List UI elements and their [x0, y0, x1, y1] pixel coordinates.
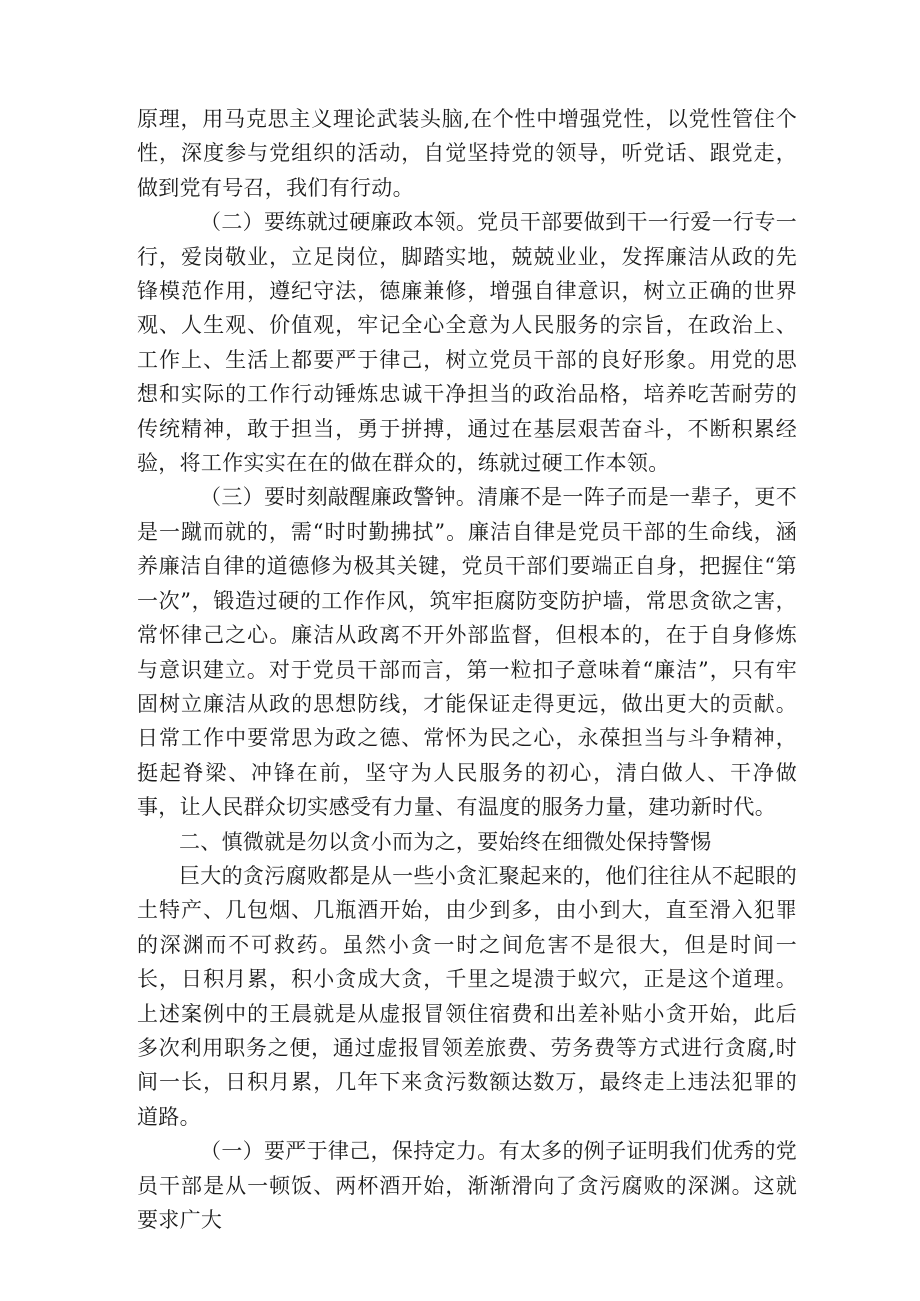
section-heading: 二、慎微就是勿以贪小而为之，要始终在细微处保持警惕 — [179, 829, 712, 854]
paragraph-section-two: （二）要练就过硬廉政本领。党员干部要做到干一行爱一行专一行，爱岗敬业，立足岗位，脚踏实地，兢兢业业，发挥廉洁从政的先锋模范作用，遵纪守法，德廉兼修，增强自律意识，树立正确的世界观、人生观、价值观，牢记全心全意为人民服务的宗旨，在政治上、工作上、生活上都要严于律己，树立党员干部的良好形象。用党的思想和实际的工作行动锤炼忠诚干净担当的政治品格，培养吃苦耐劳的传统精神，敢于担当，勇于拼搏，通过在基层艰苦奋斗，不断积累经验，将工作实实在在的做在群众的，练就过硬工作本领。 — [137, 210, 797, 476]
paragraph-subsection-one: （一）要严于律己，保持定力。有太多的例子证明我们优秀的党员干部是从一顿饭、两杯酒开始，渐渐滑向了贪污腐败的深渊。这就要求广大 — [137, 1139, 797, 1232]
paragraph-body: 巨大的贪污腐败都是从一些小贪汇聚起来的，他们往往从不起眼的土特产、几包烟、几瓶酒开始，由少到多，由小到大，直至滑入犯罪的深渊而不可救药。虽然小贪一时之间危害不是很大，但是时间一长，日积月累，积小贪成大贪，千里之堤溃于蚁穴，正是这个道理。上述案例中的王晨就是从虚报冒领住宿费和出差补贴小贪开始，此后多次利用职务之便，通过虚报冒领差旅费、劳务费等方式进行贪腐,时间一长，日积月累，几年下来贪污数额达数万，最终走上违法犯罪的道路。 — [137, 863, 797, 1129]
document-page — [137, 102, 797, 1237]
paragraph-section-three: （三）要时刻敲醒廉政警钟。清廉不是一阵子而是一辈子，更不是一蹴而就的，需“时时勤拂拭”。廉洁自律是党员干部的生命线，涵养廉洁自律的道德修为极其关键，党员干部们要端正自身，把握住“第一次”，锻造过硬的工作作风，筑牢拒腐防变防护墙，常思贪欲之害，常怀律己之心。廉洁从政离不开外部监督，但根本的，在于自身修炼与意识建立。对于党员干部而言，第一粒扣子意味着“廉洁”，只有牢固树立廉洁从政的思想防线，才能保证走得更远，做出更大的贡献。日常工作中要常思为政之德、常怀为民之心，永葆担当与斗争精神，挺起脊梁、冲锋在前，坚守为人民服务的初心，清白做人、干净做事，让人民群众切实感受有力量、有温度的服务力量，建功新时代。 — [137, 485, 797, 820]
paragraph-continuation: 原理，用马克思主义理论武装头脑,在个性中增强党性，以党性管住个性，深度参与党组织的活动，自觉坚持党的领导，听党话、跟党走，做到党有号召，我们有行动。 — [137, 107, 797, 200]
